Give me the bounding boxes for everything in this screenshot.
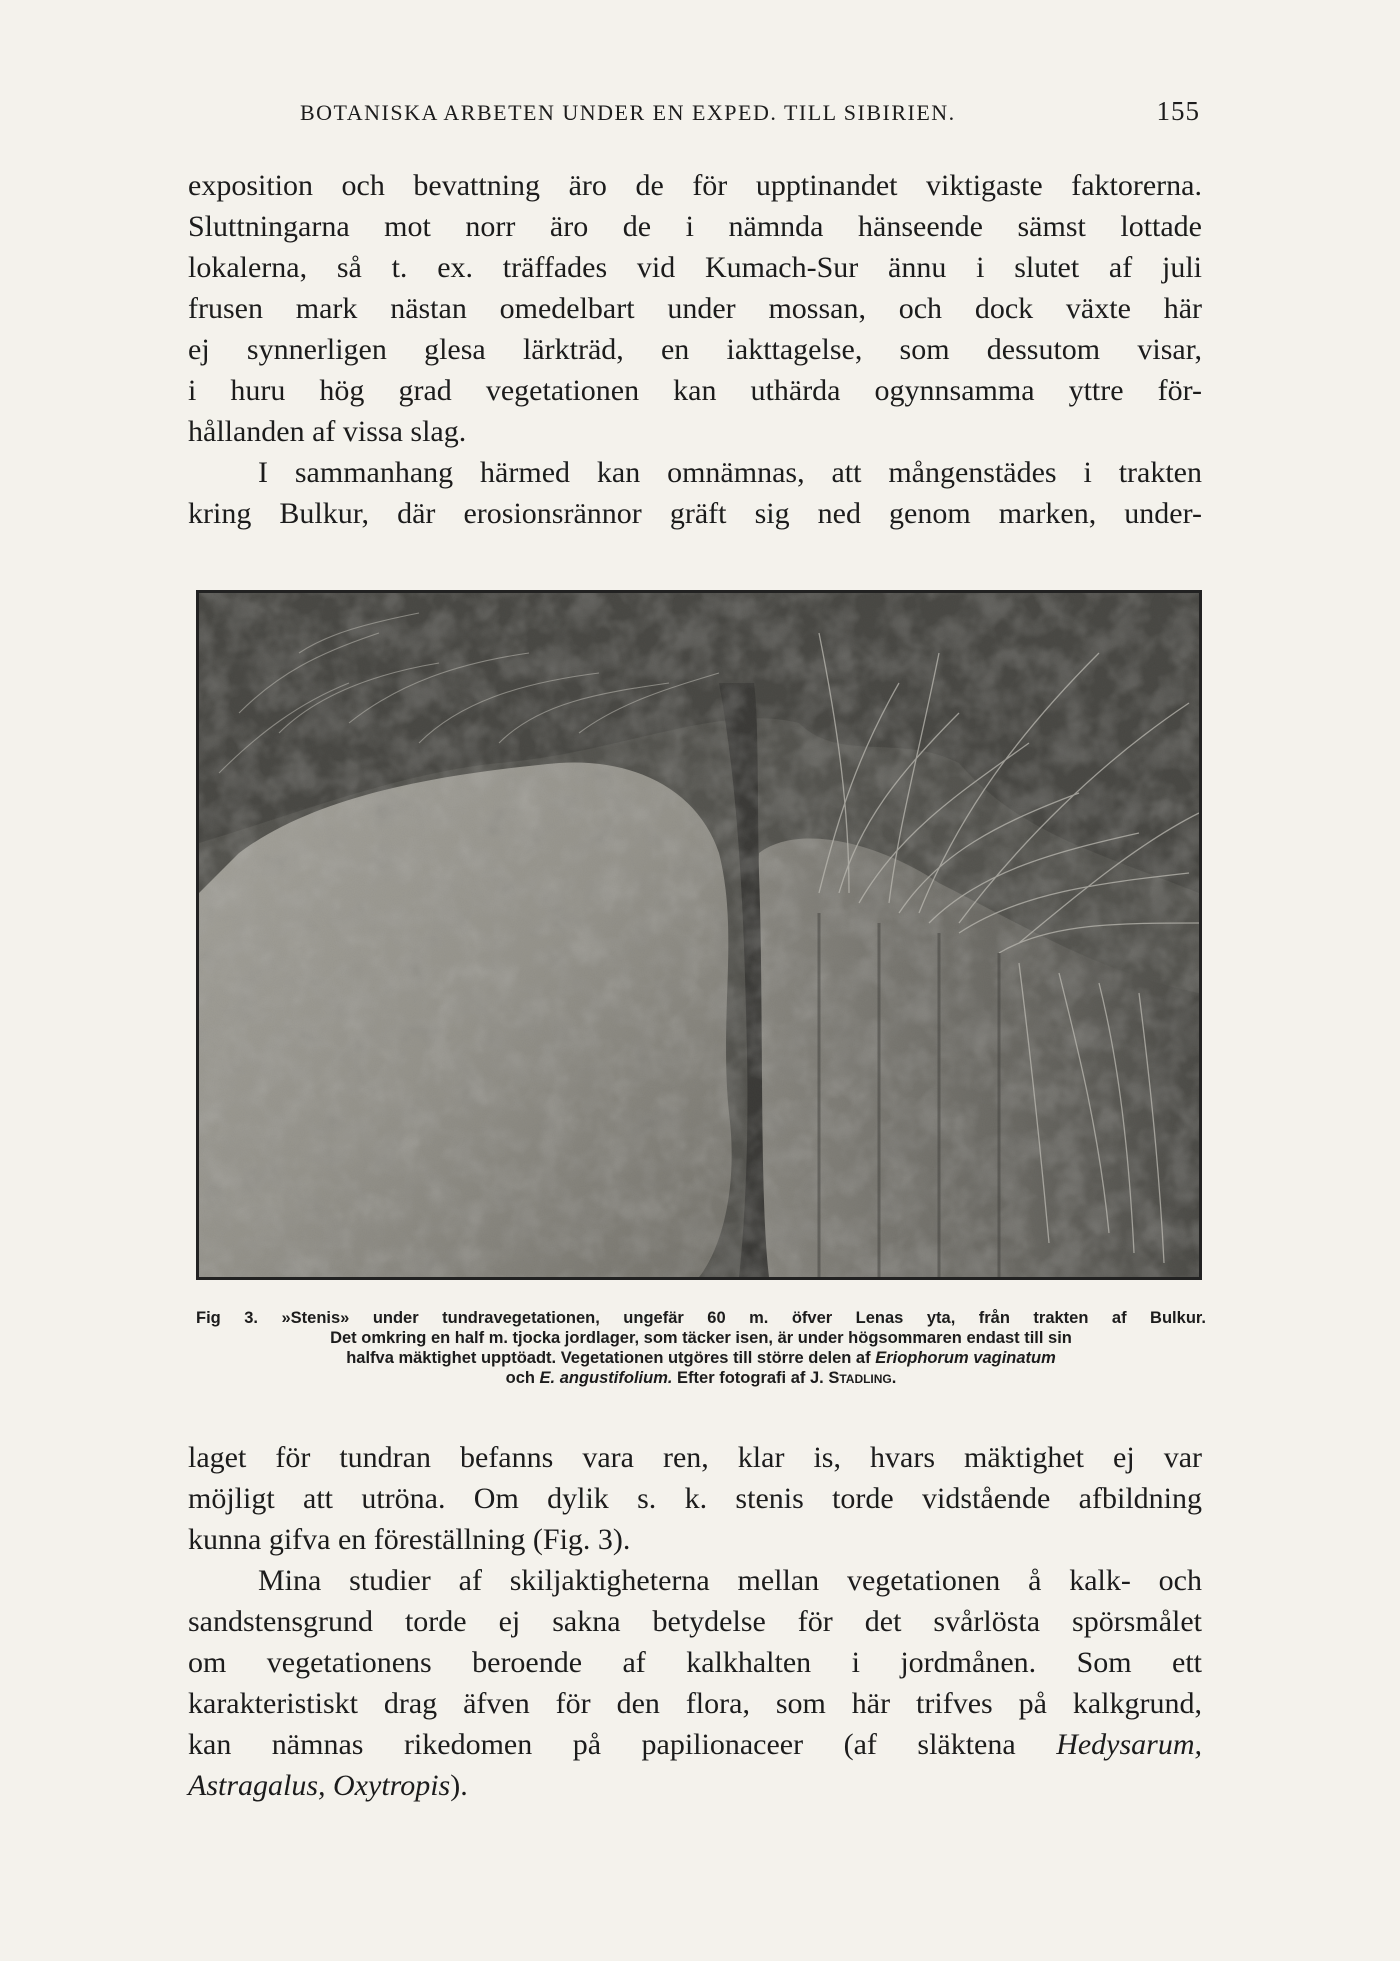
caption-line: Fig 3. »Stenis» under tundravegetationen, ungefär 60 m. öfver Lenas yta, från trakten af Bulkur. <box>196 1309 1206 1327</box>
text-line: I sammanhang härmed kan omnämnas, att mångenstädes i trakten <box>258 456 1202 489</box>
text-line <box>188 1724 1202 1765</box>
stenis-photo-illustration <box>199 593 1199 1277</box>
text-line: kunna gifva en föreställning (Fig. 3). <box>188 1523 631 1556</box>
text-line: karakteristiskt drag äfven för den flora, som här trifves på kalkgrund, <box>188 1687 1202 1720</box>
text-line: laget för tundran befanns vara ren, klar is, hvars mäktighet ej var <box>188 1441 1202 1474</box>
genus-name: Hedysarum, <box>1056 1728 1202 1761</box>
text-line: om vegetationens beroende af kalkhalten i jordmånen. Som ett <box>188 1646 1202 1679</box>
text-line: möjligt att utröna. Om dylik s. k. stenis torde vidstående afbildning <box>188 1482 1202 1515</box>
text-line: Sluttningarna mot norr äro de i nämnda hänseende sämst lottade <box>188 210 1202 243</box>
caption-line: Det omkring en half m. tjocka jordlager, som täcker isen, är under högsommaren endast till sin <box>330 1329 1072 1347</box>
caption-text: halfva mäktighet upptöadt. Vegetationen utgöres till större delen af <box>346 1349 876 1367</box>
caption-species: E. angustifolium. <box>539 1369 673 1387</box>
text-line: i huru hög grad vegetationen kan uthärda ogynnsamma yttre för- <box>188 374 1202 407</box>
text-line: lokalerna, så t. ex. träffades vid Kumach-Sur ännu i slutet af juli <box>188 251 1202 284</box>
body-text-top <box>188 165 1202 534</box>
text-line: exposition och bevattning äro de för upptinandet viktigaste faktorerna. <box>188 169 1202 202</box>
caption-line <box>196 1348 1206 1368</box>
text-line: ej synnerligen glesa lärkträd, en iakttagelse, som dessutom visar, <box>188 333 1202 366</box>
text-line: frusen mark nästan omedelbart under mossan, och dock växte här <box>188 292 1202 325</box>
caption-text: Efter fotografi af J. <box>672 1369 829 1387</box>
caption-text: och <box>505 1369 540 1387</box>
page-number: 155 <box>1156 96 1200 126</box>
caption-line <box>196 1368 1206 1388</box>
caption-photographer: Stadling. <box>828 1369 897 1387</box>
text-line: sandstensgrund torde ej sakna betydelse för det svårlösta spörsmålet <box>188 1605 1202 1638</box>
body-text-bottom <box>188 1437 1202 1806</box>
figure-photograph <box>196 590 1202 1280</box>
text-run: kan nämnas rikedomen på papilionaceer (af släktena <box>188 1728 1057 1761</box>
text-line <box>188 1765 1202 1806</box>
genus-name: Astragalus, Oxytropis <box>188 1769 451 1802</box>
text-line: Mina studier af skiljaktigheterna mellan vegetationen å kalk- och <box>258 1564 1202 1597</box>
running-head-title: BOTANISKA ARBETEN UNDER EN EXPED. TILL SIBIRIEN. <box>300 100 956 125</box>
text-line: hållanden af vissa slag. <box>188 415 467 448</box>
caption-species: Eriophorum vaginatum <box>875 1349 1056 1367</box>
running-head <box>300 96 1200 126</box>
figure-caption <box>196 1308 1206 1388</box>
text-line: kring Bulkur, där erosionsrännor gräft sig ned genom marken, under- <box>188 497 1202 530</box>
text-run: ). <box>450 1769 468 1802</box>
